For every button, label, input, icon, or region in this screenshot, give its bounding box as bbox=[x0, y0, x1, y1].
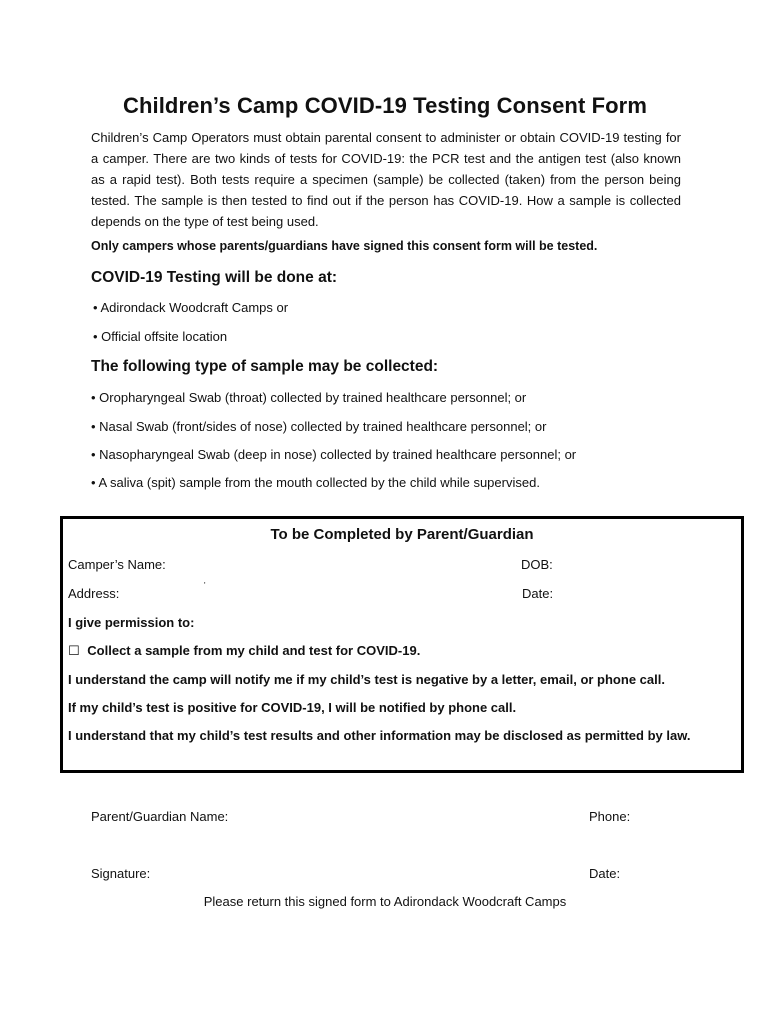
sample-item: • Oropharyngeal Swab (throat) collected by trained healthcare personnel; or bbox=[91, 390, 527, 405]
parent-guardian-section bbox=[60, 516, 744, 773]
date-field[interactable]: Date: bbox=[522, 586, 554, 601]
sample-item: • Nasopharyngeal Swab (deep in nose) collected by trained healthcare personnel; or bbox=[91, 447, 577, 462]
collect-sample-label: Collect a sample from my child and test for COVID-19. bbox=[87, 643, 421, 658]
signature-field[interactable]: Signature: bbox=[91, 866, 151, 881]
negative-notification-statement: I understand the camp will notify me if my child’s test is negative by a letter, email, or phone call. bbox=[68, 672, 665, 687]
form-title: Children’s Camp COVID-19 Testing Consent Form bbox=[122, 93, 647, 118]
guardian-name-field[interactable]: Parent/Guardian Name: bbox=[91, 809, 229, 824]
return-instructions: Please return this signed form to Adirondack Woodcraft Camps bbox=[203, 894, 567, 909]
disclosure-statement: I understand that my child’s test results and other information may be disclosed as permitted by law. bbox=[68, 728, 691, 743]
guardian-section-title: To be Completed by Parent/Guardian bbox=[270, 526, 534, 543]
sample-item: • A saliva (spit) sample from the mouth collected by the child while supervised. bbox=[91, 475, 540, 490]
address-field[interactable]: Address: bbox=[68, 586, 120, 601]
stray-mark: ' bbox=[204, 581, 206, 590]
intro-paragraph: Children’s Camp Operators must obtain parental consent to administer or obtain COVID-19 testing for a camper. There are two kinds of tests for COVID-19: the PCR test and the antigen test (also known as a rapid test). Both tests require a specimen (sample) be collected (taken) from the person being tested. The sample is then tested to find out if the person has COVID-19. How a sample is collected depends on the type of test being used. bbox=[91, 130, 681, 229]
signature-date-field[interactable]: Date: bbox=[589, 866, 621, 881]
phone-field[interactable]: Phone: bbox=[589, 809, 631, 824]
campers-name-field[interactable]: Camper’s Name: bbox=[68, 557, 166, 572]
sample-item: • Nasal Swab (front/sides of nose) collected by trained healthcare personnel; or bbox=[91, 419, 547, 434]
consent-requirement-note: Only campers whose parents/guardians have signed this consent form will be tested. bbox=[91, 239, 598, 253]
location-item: • Adirondack Woodcraft Camps or bbox=[93, 300, 289, 315]
dob-field[interactable]: DOB: bbox=[521, 557, 553, 572]
permission-label: I give permission to: bbox=[68, 615, 195, 630]
collect-sample-consent bbox=[68, 643, 420, 659]
location-item: • Official offsite location bbox=[93, 329, 228, 344]
testing-location-heading: COVID-19 Testing will be done at: bbox=[91, 269, 338, 286]
sample-type-heading: The following type of sample may be collected: bbox=[91, 358, 439, 375]
collect-sample-checkbox[interactable]: ☐ bbox=[68, 643, 80, 658]
positive-notification-statement: If my child’s test is positive for COVID-19, I will be notified by phone call. bbox=[68, 700, 517, 715]
